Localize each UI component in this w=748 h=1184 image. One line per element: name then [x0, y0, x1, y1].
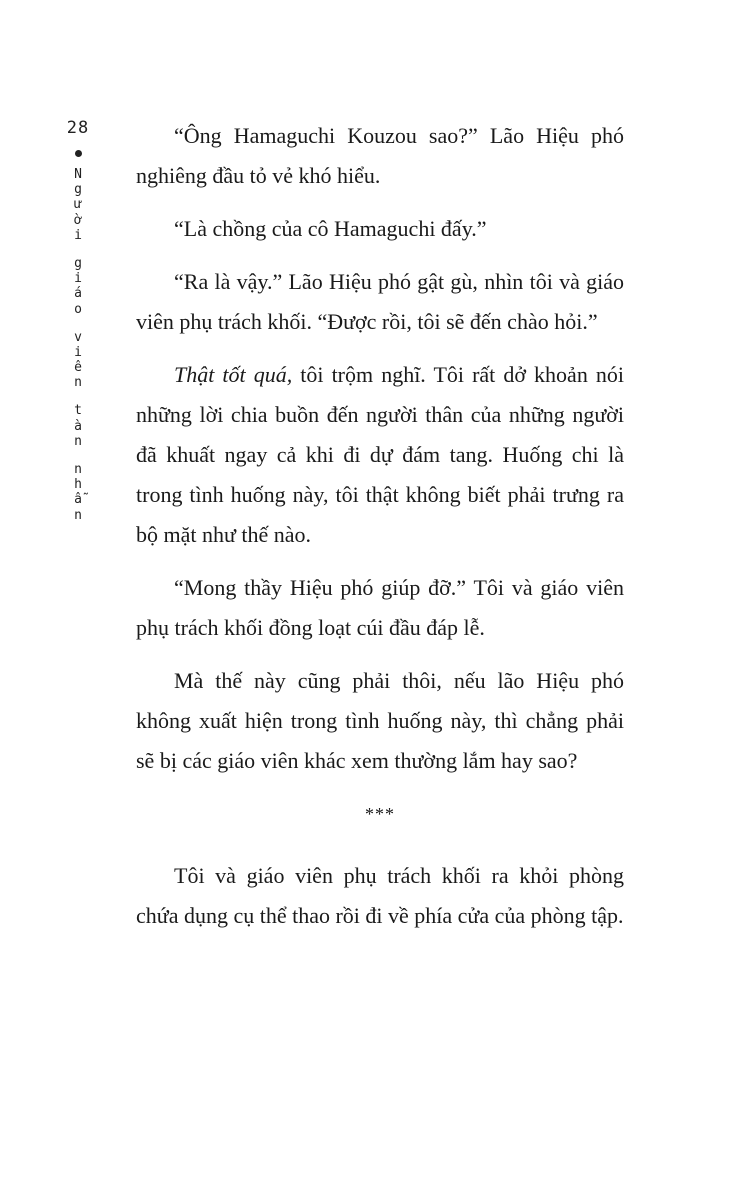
title-char: v — [74, 329, 82, 345]
title-char: n — [74, 433, 82, 449]
title-char: i — [74, 271, 82, 287]
title-char: i — [74, 344, 82, 360]
title-char: ê — [74, 360, 82, 376]
title-char: ẫ — [74, 492, 82, 508]
page-number: 28 — [66, 118, 90, 138]
paragraph-6: Mà thế này cũng phải thôi, nếu lão Hiệu phó không xuất hiện trong tình huống này, thì chẳng phải sẽ bị các giáo viên khác xem thường lắm hay sao? — [136, 668, 624, 773]
title-char: ờ — [74, 212, 82, 228]
title-char: h — [74, 477, 82, 493]
title-char: n — [74, 507, 82, 523]
running-title — [74, 167, 82, 523]
page-body — [136, 116, 624, 949]
title-char: i — [74, 227, 82, 243]
title-char: á — [74, 286, 82, 302]
paragraph-2: “Là chồng của cô Hamaguchi đấy.” — [174, 216, 487, 241]
paragraph-5: “Mong thầy Hiệu phó giúp đỡ.” Tôi và giáo viên phụ trách khối đồng loạt cúi đầu đáp lễ. — [136, 575, 624, 640]
title-char: o — [74, 301, 82, 317]
paragraph-3: “Ra là vậy.” Lão Hiệu phó gật gù, nhìn tôi và giáo viên phụ trách khối. “Được rồi, tôi sẽ đến chào hỏi.” — [136, 269, 624, 334]
title-char: n — [74, 462, 82, 477]
title-char: N — [74, 167, 82, 182]
title-char: à — [74, 418, 82, 434]
paragraph-1: “Ông Hamaguchi Kouzou sao?” Lão Hiệu phó nghiêng đầu tỏ vẻ khó hiểu. — [136, 123, 624, 188]
paragraph-4-italic: Thật tốt quá, — [174, 362, 293, 387]
paragraph-7: Tôi và giáo viên phụ trách khối ra khỏi phòng chứa dụng cụ thể thao rồi đi về phía cửa của phòng tập. — [136, 863, 624, 928]
title-char: n — [74, 375, 82, 391]
title-char: g — [74, 182, 82, 198]
scene-separator: *** — [365, 804, 395, 824]
title-char: ư — [74, 197, 82, 213]
paragraph-4-text: tôi trộm nghĩ. Tôi rất dở khoản nói những lời chia buồn đến người thân của những người đã khuất ngay cả khi đi dự đám tang. Huống chi là trong tình huống này, tôi thật không biết phải trưng ra bộ mặt như thế nào. — [136, 362, 624, 547]
bullet-dot-icon — [75, 150, 82, 157]
paragraph-4 — [136, 355, 624, 555]
title-char: g — [74, 255, 82, 271]
title-char: t — [74, 403, 82, 419]
page-sidebar — [62, 118, 94, 523]
